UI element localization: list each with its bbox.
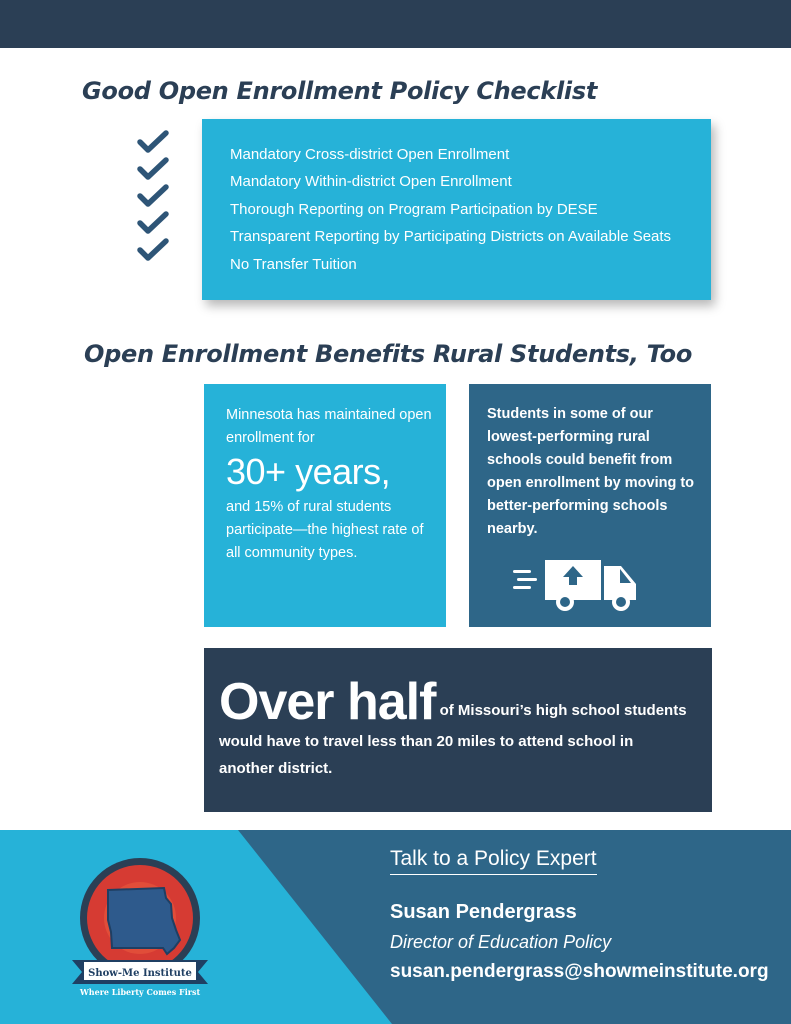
checklist-item: Mandatory Cross-district Open Enrollment — [230, 146, 510, 163]
expert-role: Director of Education Policy — [390, 932, 612, 952]
over-half-text: of Missouri’s high school students would have to travel less than 20 miles to attend school in another district. — [219, 702, 687, 777]
checklist-item: Transparent Reporting by Participating Districts on Available Seats — [230, 228, 672, 246]
expert-email[interactable]: susan.pendergrass@showmeinstitute.org — [390, 961, 769, 982]
over-half-highlight: Over half — [219, 673, 436, 731]
checklist-heading: Good Open Enrollment Policy Checklist — [82, 77, 598, 105]
minnesota-highlight: 30+ years, — [226, 451, 391, 492]
checkmark-icon — [136, 130, 170, 154]
expert-name: Susan Pendergrass — [390, 901, 577, 923]
minnesota-card — [204, 384, 446, 627]
checklist-box — [202, 119, 711, 300]
policy-expert-label: Talk to a Policy Expert — [390, 846, 597, 875]
checkmark-icon — [136, 238, 170, 262]
checklist-item: No Transfer Tuition — [230, 255, 357, 273]
rural-heading: Open Enrollment Benefits Rural Students, Too — [84, 340, 693, 368]
checkmark-icon — [136, 184, 170, 208]
checkmark-icon — [136, 211, 170, 235]
checklist-item: Mandatory Within-district Open Enrollment — [230, 173, 512, 191]
minnesota-text-2: and 15% of rural students participate—the highest rate of all community types. — [226, 499, 424, 561]
moving-truck-icon — [513, 560, 639, 614]
rural-benefit-text: Students in some of our lowest-performing rural schools could benefit from open enrollment by moving to better-performing schools nearby. — [487, 406, 695, 537]
minnesota-text-1: Minnesota has maintained open enrollment for — [226, 407, 432, 446]
show-me-institute-logo — [70, 852, 210, 1012]
over-half-card — [204, 648, 712, 812]
checkmark-icon — [136, 157, 170, 181]
logo-name: Show-Me Institute — [88, 968, 192, 979]
checkmark-column — [136, 130, 176, 265]
checklist — [230, 141, 671, 278]
footer — [0, 830, 791, 1024]
top-banner — [0, 0, 791, 48]
logo-tagline: Where Liberty Comes First — [79, 987, 201, 997]
checklist-item: Thorough Reporting on Program Participation by DESE — [230, 200, 598, 218]
rural-benefit-card — [469, 384, 711, 627]
contact-block — [390, 846, 769, 983]
